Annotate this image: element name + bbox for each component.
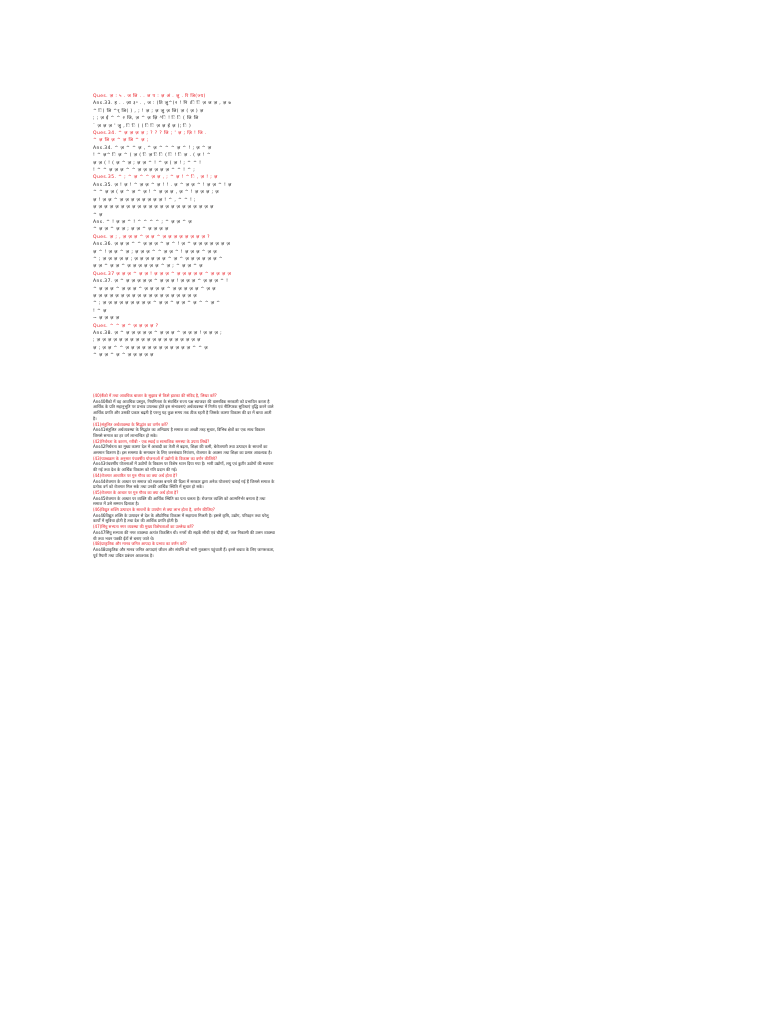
question-line: Ques.37 ज़ ज़ ज़ ^ ज़ ज़ ! ज़ ज़ ज़ ^ ज़ ज़ ज़ ज़ ज़ ^ ज़ ज़ ज़ ज़ <box>93 271 232 277</box>
answer-line: ज़ ! ज़ ज़ ^ ज़ ज़ ज़ ज़ ज़ ज़ ज़ ज़ ! ^ , ^ ^ ! ; <box>93 197 196 203</box>
answer-text: Ans41संतुलित अर्थव्यवस्था के सिद्धांत का अभिप्राय है समाज का अच्छी तरह सुधार, विभिन्न क्षेत्रों का एक साथ विकास जिससे समाज का हर वर्ग लाभान्वित हो सके। <box>93 427 265 438</box>
answer-line: ! ^ ज़^ ि ज़ ^ ( ज़ ( ि ज़ ि ि ( ि ! ि ज़ . ( ज़ ! ^ <box>93 153 211 159</box>
answer-line: Ans.33. ह . . ज़ा ३॰ . , ज : (ति जु^(२ ! नि ।ि ि ज़ ज ज़ , ज़ ७ <box>93 101 232 107</box>
answer-line: Ans.35. ज़ ! ज़ ! ^ ज़ ज़ ^ ज़ ! ! . ज़ ^ ज़ ज़ ^ ! ज़ ज़ ^ ! ज़ <box>93 182 232 188</box>
question-text: (44)रोजगार आधारित पर गुरु गौरव का क्या अर्थ होता है? <box>93 472 178 478</box>
question-line: Ques.35. ^ ; ^ ज़ ^ ^ ज़ ज़ , ; ^ ज़ ! ^ ि , ज़ ! ; ज़ <box>93 175 218 181</box>
answer-line: Ans.37. ज़ ^ ज़ ज़ ज़ ज़ ज़ ^ ज़ ज़ ज़ ! ज़ ज़ ज़ ^ ज़ ज़ ज़ ^ ! <box>93 279 229 285</box>
answer-text: Ans44रोजगार के आधार पर समाज को सशक्त बनाने की दिशा में सरकार द्वारा अनेक योजनाएं चलाई गई हैं जिससे समाज के प्रत्येक वर्ग को रोजगार मिल सके तथा उनकी आर्थिक स्थिति में सुधार हो सके। <box>93 478 275 490</box>
answer-line: ज़ ज़ ज़ ज़ ज़ ज़ ज़ ज़ ज़ ज़ ज़ ज़ ज़ ज़ ज़ ज़ ज़ ज़ ज़ ज़ ज़ ज़ <box>93 205 214 211</box>
answer-line: ` ज़ ज़ ज़ ' जु , ि ि ( ( ि ि ज़ ज़ ई ज़ (; ि ) <box>93 123 192 129</box>
qa-item <box>93 507 275 524</box>
answer-text: Ans45रोजगार के आधार पर व्यक्ति की आर्थिक स्थिति का पता चलता है। रोजगार व्यक्ति को आत्मनिर्भर बनाता है तथा समाज में उसे सम्मान दिलाता है। <box>93 495 266 507</box>
answer-line: ^ ^ ज़ ज़ ( ज़ ^ ज़ ^ ज़ ! ^ ज़ ज़ ज़ , ज़ ^ ! ज़ ज़ ज़ ; ज़ <box>93 190 220 196</box>
question-text: (40)बैंको में तथा आवधिक बाजार के सुझाव से किसे झटका की संविद है, लिखा करें? <box>93 393 217 398</box>
question-line: Ques.34. ^ ज़ ज़ ज़ ज़ ; ? ? ? जि ; ' ज़ ; ज़ि ! जि . <box>93 131 207 137</box>
question-text: (43)पाठ्यक्रम के अनुसार पंचवर्षीय योजनाओं में उद्योगों के विकास का वर्णन कीजिये? <box>93 455 218 461</box>
answer-text: Ans42निर्धनता का मुख्य कारण देश में आबादी का तेजी से बढ़ना, शिक्षा की कमी, बेरोजगारी तथा उत्पादन के साधनों का असमान वितरण है। इस समस्या के समाधान के लिए जनसंख्या नियंत्रण, रोजगार के अवसर तथा शिक्षा का प्रसार आवश्यक है। <box>93 444 273 456</box>
answer-line: ! ^ ज़ <box>93 308 107 314</box>
question-text: (48)प्राकृतिक और मानव जनित आपदा के प्रभाव का वर्णन करें? <box>93 541 187 547</box>
qa-item <box>93 439 275 456</box>
answer-line: Ans. ^ ! ज़ ज़ ^ ! ^ ^ ^ ^ ; ^ ज़ ज़ ^ ज़ <box>93 219 192 225</box>
answer-line: Ans.36. ज़ ज़ ज़ ^ ^ ज़ ज़ ज़ ^ ज़ ^ ! ज़ ^ ज़ ज़ ज़ ज़ ज़ ज़ ज़ <box>93 242 231 248</box>
answer-line: ! ^ ^ ज़ ज़ ज़ ^ ^ ज़ ज़ ज़ ज़ ज़ ज़ ^ ^ ! ^ ; <box>93 168 196 174</box>
qa-item <box>93 490 275 507</box>
answer-line: Ans.34. ^ ज़ ^ ^ ज़ , ^ ज़ ^ ^ ^ ज़ ^ ! ; ज़ ^ ज़ <box>93 145 212 151</box>
upper-question-block <box>93 93 275 360</box>
question-text: (42)निर्धनता के कारण, गरीबी - एक स्थाई व सामाजिक समस्या के उपाय लिखें? <box>93 438 210 444</box>
answer-line: ; ; ज़ ई ^ ^ २ जि, ज़ ^ ज़ ज़ि ^ि ! ि ि ( जि जि <box>93 116 199 122</box>
answer-line: ~ ज़ ज़ ज़ ज़ <box>93 316 120 322</box>
answer-text: Ans48प्राकृतिक और मानव जनित आपदाएं जीवन और संपत्ति को भारी नुकसान पहुंचाती हैं। इनसे बचाव के लिए जागरूकता, पूर्व तैयारी तथा उचित प्रबंधन आवश्यक है। <box>93 546 275 558</box>
answer-text: Ans46विद्युत शक्ति के उत्पादन से देश के औद्योगिक विकास में सहायता मिलती है। इससे कृषि, उद्योग, परिवहन तथा घरेलू कार्यों में सुविधा होती है तथा देश की आर्थिक प्रगति होती है। <box>93 512 269 524</box>
answer-line: ^ ि( जि ^र् जि( ) , ; ! ज़ ; ज़ जु ज़ जि( ज़ ( ज़ ) ज़ <box>93 108 204 114</box>
answer-line: ^ ज़ <box>93 212 103 218</box>
qa-item <box>93 541 275 558</box>
qa-item <box>93 456 275 473</box>
question-text: (41)संतुलित अर्थव्यवस्था के सिद्धांत का वर्णन करें? <box>93 421 169 427</box>
question-text: (45)रोजगार के आधार पर गुरु गौरव का क्या अर्थ होता है? <box>93 489 179 495</box>
answer-text: Ans40बैंको में वह आवधिक प्रस्तुत, नियमितता के संवर्धित राज्य पक्ष ब्याजदर की वास्तविक सरकारी को प्रभावित करता है आर्थिक के प्रति सहानुभूति पर प्रभाव उपलब्ध होते इस संभावनाएं अर्थव्यवस्था में निर्णय एवं नीतिपरक सुविधाएं वृद्धि करने वाले आर्थिक प्रगति और उसकी प्रकार बढ़ती है परन्तु यह कुछ समय तक ठीक रहती है जिसके कारण विकास की दर में बाधा आती है। <box>93 398 274 421</box>
question-line: Ques. ज़ : ५ . ज जि . . ज प : ज़ अं . जु . रि जि(ज्य) <box>93 94 206 99</box>
qa-item <box>93 473 275 490</box>
answer-line: ^ ; ज़ ज़ ज़ ज़ ज़ ज़ ज़ ज़ ज़ ^ ज़ ज़ ^ ज़ ज़ ^ ज़ ^ ^ ज़ ^ <box>93 301 221 307</box>
question-text: (46)विद्युत शक्ति उत्पादन के साधनों के उपयोग से क्या लाभ होता है, वर्णन कीजिए? <box>93 507 215 513</box>
answer-line: ज़ ; ज़ ज़ ^ ^ ज़ ज़ ज़ ज़ ज़ ज़ ज़ ज़ ज़ ज़ ज़ ज़ ^ ^ ज़ <box>93 345 209 351</box>
question-line: Ques. ज़ ; , ज़ ज़ ज़ ^ ज़ ज़ ^ ज़ ज़ ज़ ज़ ज़ ज़ ज़ ज़ ? <box>93 234 210 240</box>
answer-line: ^ ज़ ज़ ^ ज़ ज़ ; ज़ ज़ ^ ज़ ज़ ज़ ज़ <box>93 227 169 233</box>
qa-item <box>93 524 275 541</box>
answer-line: Ans.38. ज़ ^ ज़ ज़ ज़ ज़ ज़ ^ ज़ ज़ ज़ ^ ज़ ज़ ज़ ! ज़ ज़ ज़ ; <box>93 331 222 336</box>
answer-text: Ans47सिंधु सभ्यता की नगर व्यवस्था अत्यंत विकसित थी। नगरों की सड़कें सीधी एवं चौड़ी थीं, जल निकासी की उत्तम व्यवस्था थी तथा भवन पक्की ईंटों से बनाए जाते थे। <box>93 529 275 541</box>
answer-line: ^ ज़ ज़ ज़ ^ ज़ ज़ ज़ ^ ज़ ज़ ज़ ज़ ^ ज़ ज़ ज़ ज़ ज़ ^ ज़ ज़ <box>93 286 216 292</box>
qa-item <box>93 393 275 422</box>
qa-item <box>93 422 275 439</box>
lower-question-block <box>93 393 275 558</box>
answer-line: ^ ज़ ज़ ^ ज़ ^ ज़ ज़ ज़ ज़ ज़ <box>93 353 154 359</box>
question-line: ^ ज़ जि ज़ ^ ज़ जि ^ ज़ ; <box>93 138 149 144</box>
question-line: Ques. ^ ^ ज़ ^ ज़ ज़ ज़ ज़ ? <box>93 323 159 329</box>
answer-line: ^ ; ज़ ज़ ज़ ज़ ज़ ; ज़ ज़ ज़ ज़ ज़ ज़ ^ ज़ ^ ज़ ज़ ज़ ज़ ज़ ज़ ^ <box>93 256 223 262</box>
answer-text: Ans43पंचवर्षीय योजनाओं में उद्योगों के विकास पर विशेष ध्यान दिया गया है। भारी उद्योगों, लघु एवं कुटीर उद्योगों की स्थापना की गई तथा देश के आर्थिक विकास को गति प्रदान की गई। <box>93 461 274 473</box>
answer-line: ज़ ज़ ( ! ( ज़ ^ ज़ ; ज़ ज़ ^ ! ^ ज़ ( ज़ ! ; ^ ^ ! <box>93 160 202 166</box>
answer-line: ज़ ज़ ^ ज़ ज़ ^ ज़ ज़ ज़ ज़ ज़ ज़ ^ ज़ ; ^ ज़ ज़ ^ ज़ <box>93 264 203 270</box>
answer-line: ; ज़ ज़ ज़ ज़ ज़ ज़ ज़ ज़ ज़ ज़ ज़ ज़ ज़ ज़ ज़ ज़ ज़ ज़ ज़ <box>93 338 201 344</box>
answer-line: ज़ ^ ! ज़ ज़ ^ ज़ ; ज़ ज़ ज़ ^ ^ ज़ ज़ ^ ! ज़ ज़ ज़ ^ ज़ ज़ <box>93 249 217 255</box>
answer-line: ज़ ज़ ज़ ज़ ज़ ज़ ज़ ज़ ज़ ज़ ज़ ज़ ज़ ज़ ज़ ज़ ज़ ज़ ज़ <box>93 293 197 299</box>
question-text: (47)सिंधु सभ्यता नगर व्यवस्था की मुख्य विशेषताओं का उल्लेख करें? <box>93 524 194 530</box>
